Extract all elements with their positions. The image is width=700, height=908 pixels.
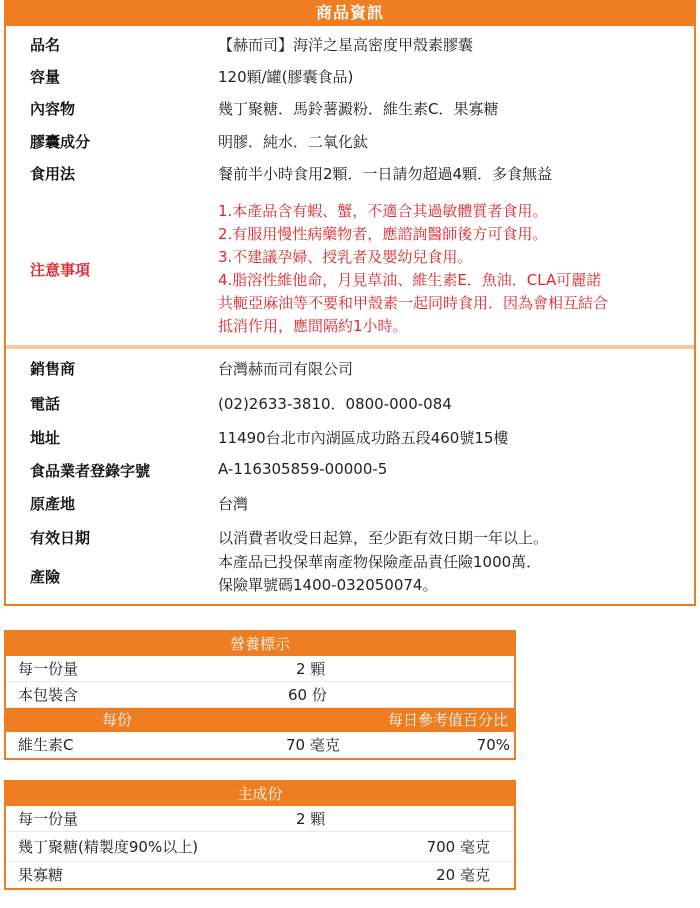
insurance-line: 本產品已投保華南產物保險產品責任險1000萬． bbox=[218, 553, 542, 571]
nutrient-name: 維生素C bbox=[18, 736, 74, 754]
nutrition-header: 營養標示 bbox=[6, 632, 514, 656]
info-label: 有效日期 bbox=[30, 529, 91, 547]
info-label: 食用法 bbox=[30, 165, 76, 183]
ingredient-amount: 700 毫克 bbox=[426, 838, 490, 856]
ingredient-amount: 20 毫克 bbox=[436, 866, 490, 884]
info-label: 地址 bbox=[30, 429, 61, 447]
nutrition-item-row bbox=[6, 732, 514, 758]
warning-line: 1.本產品含有蝦、蟹，不適合其過敏體質者食用。 bbox=[218, 202, 548, 220]
warning-line: 抵消作用，應間隔約1小時。 bbox=[218, 317, 408, 335]
serving-value: 2 顆 bbox=[296, 810, 326, 828]
info-label: 內容物 bbox=[30, 100, 76, 118]
info-value: 明膠．純水．二氧化鈦 bbox=[218, 133, 369, 151]
nutrition-table bbox=[4, 630, 516, 760]
info-label: 容量 bbox=[30, 68, 61, 86]
insurance-line: 保險單號碼1400-032050074。 bbox=[218, 576, 438, 594]
ingredient-name: 幾丁聚糖(精製度90%以上) bbox=[18, 838, 199, 856]
nutrition-pack-row bbox=[6, 682, 514, 708]
nutrient-amount: 70 毫克 bbox=[286, 736, 340, 754]
info-value: 120顆/罐(膠囊食品) bbox=[218, 68, 354, 86]
info-value: 幾丁聚糖．馬鈴薯澱粉．維生素C．果寡糖 bbox=[218, 100, 499, 118]
info-value: 餐前半小時食用2顆．一日請勿超過4顆．多食無益 bbox=[218, 165, 553, 183]
warning-line: 4.脂溶性維他命，月見草油、維生素E．魚油．CLA可麗諾 bbox=[218, 271, 602, 289]
section-divider bbox=[6, 345, 694, 349]
info-label: 品名 bbox=[30, 36, 61, 54]
ingredient-name: 果寡糖 bbox=[18, 866, 64, 884]
ingredient-row bbox=[6, 832, 514, 862]
daily-value-label: 每日參考值百分比 bbox=[387, 711, 508, 729]
per-serving-label: 每份 bbox=[102, 711, 133, 729]
serving-label: 每一份量 bbox=[18, 660, 79, 678]
info-label: 膠囊成分 bbox=[30, 133, 91, 151]
ingredients-table bbox=[4, 780, 516, 890]
info-value: (02)2633-3810．0800-000-084 bbox=[218, 395, 452, 413]
ingredient-row bbox=[6, 862, 514, 888]
per-pack-label: 本包裝含 bbox=[18, 686, 79, 704]
info-value: A-116305859-00000-5 bbox=[218, 460, 388, 478]
info-value: 11490台北市內湖區成功路五段460號15樓 bbox=[218, 429, 509, 447]
serving-value: 2 顆 bbox=[296, 660, 326, 678]
nutrition-serving-row bbox=[6, 656, 514, 682]
info-value: 台灣赫而司有限公司 bbox=[218, 360, 354, 378]
info-label: 食品業者登錄字號 bbox=[30, 462, 151, 480]
product-info-table bbox=[4, 0, 696, 606]
warning-line: 3.不建議孕婦、授乳者及嬰幼兒食用。 bbox=[218, 248, 473, 266]
product-info-header: 商品資訊 bbox=[6, 0, 694, 26]
nutrient-percent: 70% bbox=[476, 736, 510, 754]
warning-line: 共軛亞麻油等不要和甲殼素一起同時食用．因為會相互結合 bbox=[218, 294, 609, 312]
warning-line: 2.有服用慢性病藥物者，應諮詢醫師後方可食用。 bbox=[218, 225, 548, 243]
ingredients-serving-row bbox=[6, 806, 514, 832]
info-label: 銷售商 bbox=[30, 360, 76, 378]
per-pack-value: 60 份 bbox=[288, 686, 327, 704]
warning-text bbox=[218, 200, 608, 338]
nutrition-subheader bbox=[6, 708, 514, 732]
info-label: 電話 bbox=[30, 395, 61, 413]
ingredients-header: 主成份 bbox=[6, 782, 514, 806]
info-label: 原產地 bbox=[30, 495, 76, 513]
serving-label: 每一份量 bbox=[18, 810, 79, 828]
warning-label: 注意事項 bbox=[30, 261, 91, 279]
insurance-text bbox=[218, 551, 541, 597]
info-value: 以消費者收受日起算，至少距有效日期一年以上。 bbox=[218, 529, 549, 547]
info-label: 產險 bbox=[30, 568, 61, 586]
info-value: 【赫而司】海洋之星高密度甲殼素膠囊 bbox=[218, 36, 474, 54]
info-value: 台灣 bbox=[218, 495, 249, 513]
